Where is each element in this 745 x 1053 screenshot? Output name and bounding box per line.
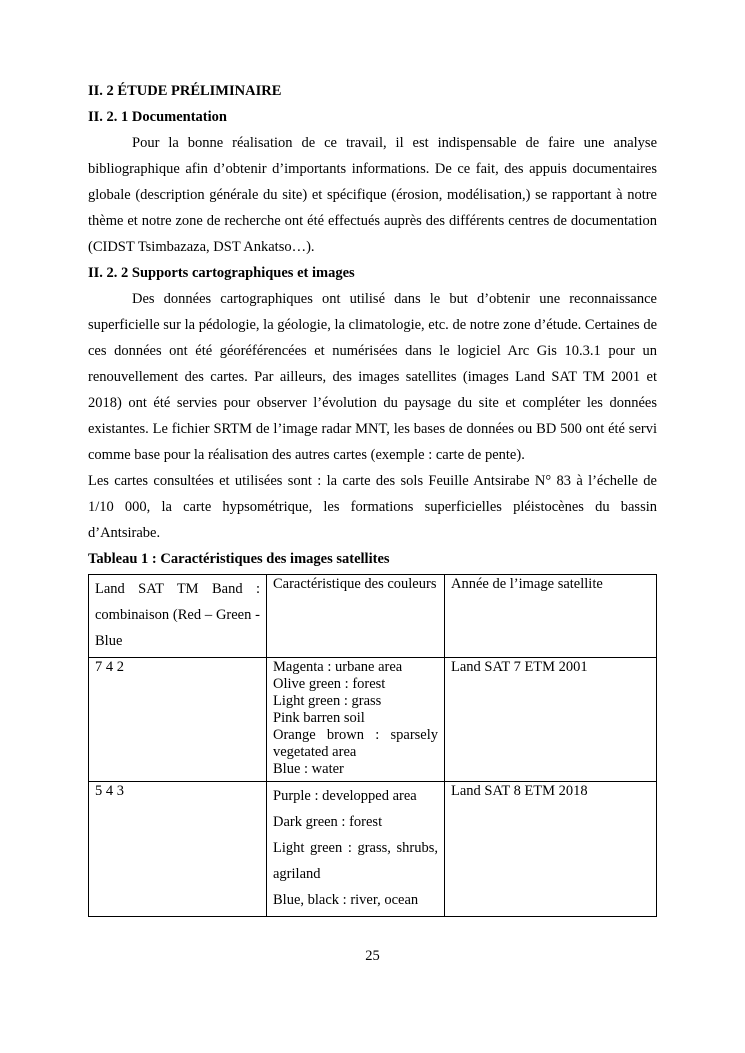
table-row (89, 782, 657, 917)
row-year: Land SAT 8 ETM 2018 (445, 782, 657, 917)
section-title: II. 2 ÉTUDE PRÉLIMINAIRE (88, 83, 282, 99)
color-item: Blue, black : river, ocean (273, 892, 419, 908)
color-item: Dark green : forest (273, 814, 383, 830)
header-image-year: Année de l’image satellite (445, 575, 657, 658)
cartography-paragraph-2: Les cartes consultées et utilisées sont : la carte des sols Feuille Antsirabe N° 83 à l’échelle de 1/10 000, la carte hypsométrique, les formations superficielles pléistocènes du bassin d’Antsirabe. (88, 473, 657, 541)
color-item: Olive green : forest (273, 676, 386, 692)
page-number: 25 (365, 948, 380, 964)
subsection-cartography-title: II. 2. 2 Supports cartographiques et images (88, 265, 355, 281)
row-colors (267, 782, 445, 917)
color-item: Magenta : urbane area (273, 659, 403, 675)
color-item: Blue : water (273, 761, 344, 777)
row-year: Land SAT 7 ETM 2001 (445, 658, 657, 782)
table-header-row (89, 575, 657, 658)
table-caption: Tableau 1 : Caractéristiques des images satellites (88, 551, 390, 567)
document-page (88, 78, 657, 917)
color-item: Purple : developped area (273, 788, 417, 804)
row-colors (267, 658, 445, 782)
row-band: 7 4 2 (89, 658, 267, 782)
color-item: Light green : grass, shrubs, agriland (273, 840, 438, 882)
satellite-images-table (88, 574, 657, 917)
documentation-paragraph: Pour la bonne réalisation de ce travail, il est indispensable de faire une analyse bibliographique afin d’obtenir d’importants informations. De ce fait, des appuis documentaires globale (description générale du site) et spécifique (érosion, modélisation,) se rapportant à notre thème et notre zone de recherche ont été effectués auprès des différents centres de documentation (CIDST Tsimbazaza, DST Ankatso…). (88, 135, 657, 255)
cartography-paragraph-1: Des données cartographiques ont utilisé dans le but d’obtenir une reconnaissance superficielle sur la pédologie, la géologie, la climatologie, etc. de notre zone d’étude. Certaines de ces données ont été géoréférencées et numérisées dans le logiciel Arc Gis 10.3.1 pour un renouvellement des cartes. Par ailleurs, des images satellites (images Land SAT TM 2001 et 2018) ont été servies pour observer l’évolution du paysage du site et compléter les données existantes. Le fichier SRTM de l’image radar MNT, les bases de données ou BD 500 ont été servi comme base pour la réalisation des autres cartes (exemple : carte de pente). (88, 291, 657, 463)
color-item: Pink barren soil (273, 710, 365, 726)
row-band: 5 4 3 (89, 782, 267, 917)
table-row (89, 658, 657, 782)
header-color-characteristics: Caractéristique des couleurs (267, 575, 445, 658)
subsection-documentation-title: II. 2. 1 Documentation (88, 109, 227, 125)
color-item: Orange brown : sparsely vegetated area (273, 727, 438, 760)
color-item: Light green : grass (273, 693, 382, 709)
header-band-combination: Land SAT TM Band : combinaison (Red – Green - Blue (89, 575, 267, 658)
